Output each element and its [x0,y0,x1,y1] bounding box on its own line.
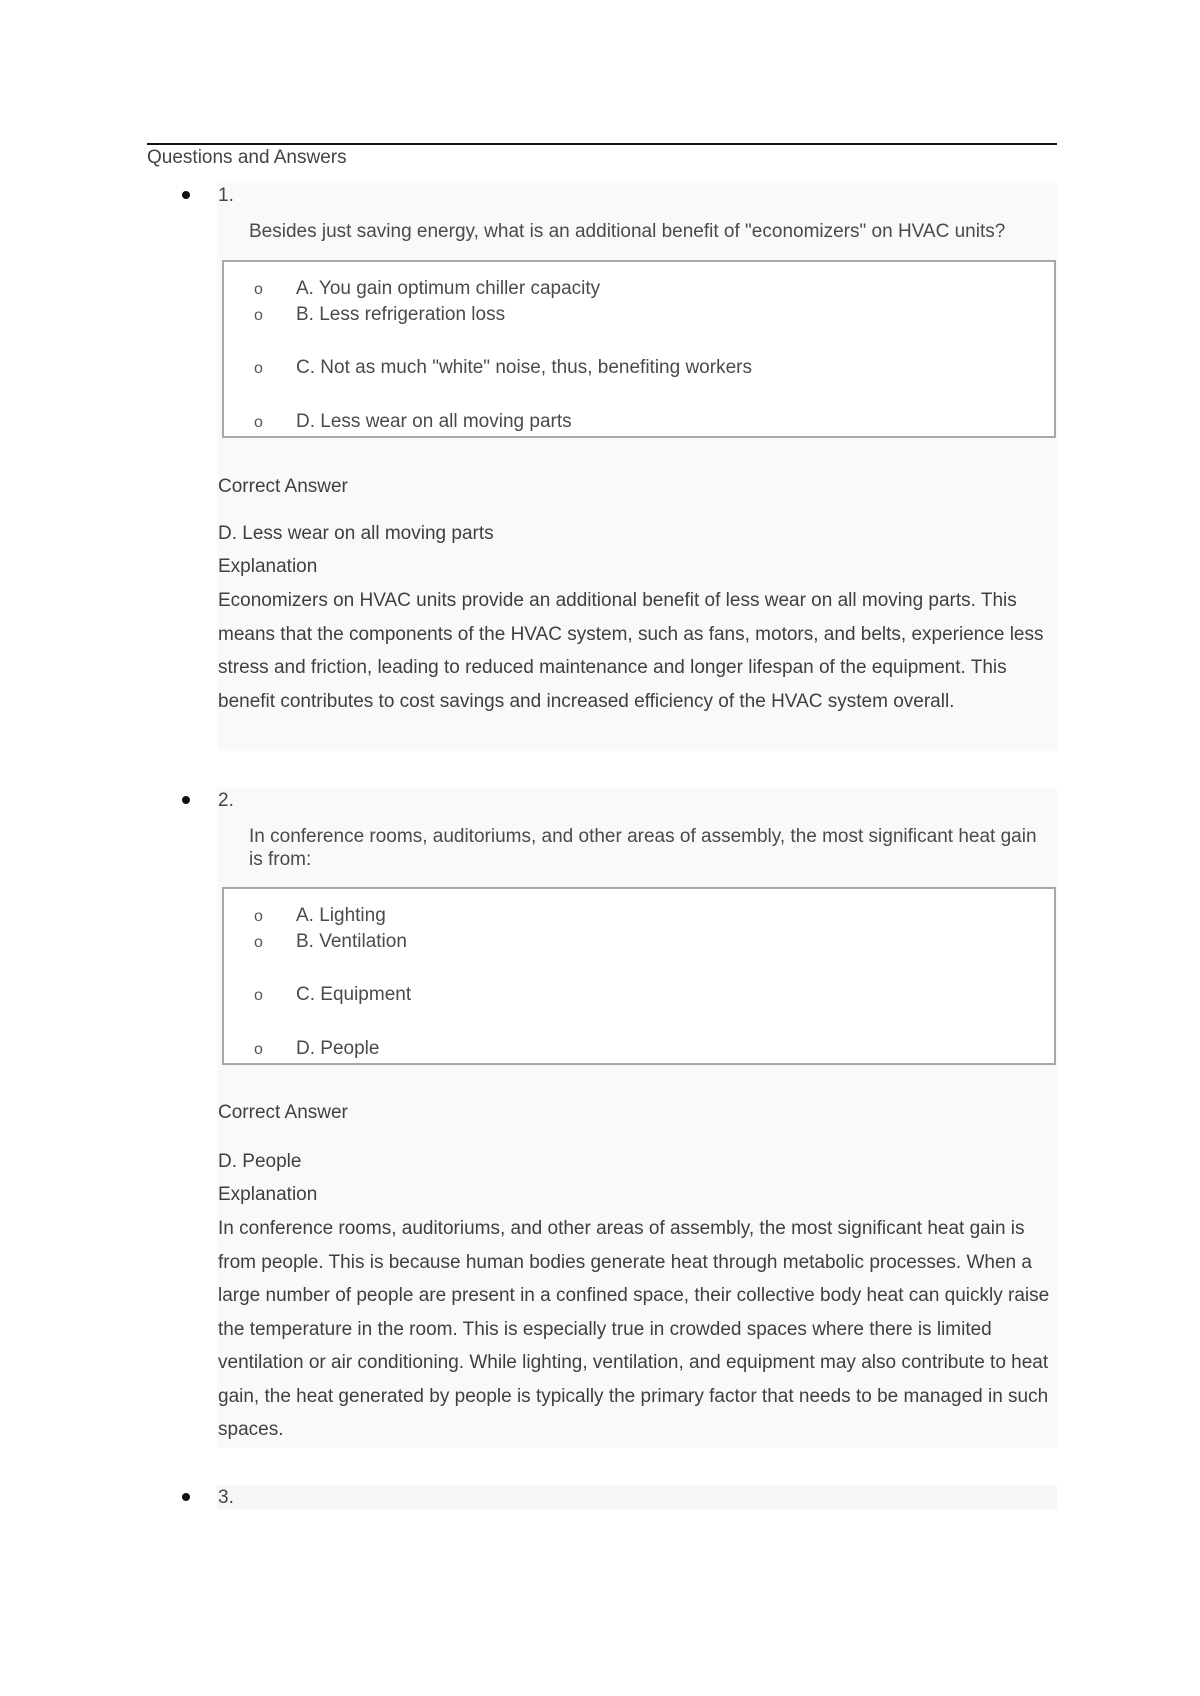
correct-answer-label: Correct Answer [218,1102,348,1123]
top-divider [147,143,1057,145]
option-label: B. Ventilation [296,931,407,952]
bullet-icon [182,796,190,804]
option-label: C. Equipment [296,984,412,1005]
option-marker: o [254,908,263,925]
options-box [222,887,1056,1065]
option-item[interactable] [254,303,505,327]
option-label: D. Less wear on all moving parts [296,411,572,432]
correct-answer: D. Less wear on all moving parts [218,523,494,544]
explanation-text: Economizers on HVAC units provide an additional benefit of less wear on all moving parts. This means that the components of the HVAC system, such as fans, motors, and belts, experience less stress and friction, leading to reduced maintenance and longer lifespan of the equipment. This benefit contributes to cost savings and increased efficiency of the HVAC system overall. [218,590,1044,712]
option-item[interactable] [254,930,407,954]
question-number: 1. [218,185,234,206]
option-marker: o [254,307,263,324]
question-number: 3. [218,1487,234,1508]
option-marker: o [254,281,263,298]
option-label: A. You gain optimum chiller capacity [296,278,601,299]
question-number: 2. [218,790,234,811]
question-text: In conference rooms, auditoriums, and other areas of assembly, the most significant heat gain is from: [249,826,1037,870]
question-block-3 [217,1485,1057,1509]
explanation-label: Explanation [218,556,318,577]
bullet-icon [182,191,190,199]
document-heading: Questions and Answers [147,147,347,168]
option-marker: o [254,934,263,951]
option-marker: o [254,987,263,1004]
option-item[interactable] [254,904,386,928]
option-item[interactable] [254,1037,379,1061]
correct-answer-label: Correct Answer [218,476,348,497]
option-item[interactable] [254,983,411,1007]
question-text: Besides just saving energy, what is an additional benefit of "economizers" on HVAC units? [249,221,1006,242]
option-item[interactable] [254,356,752,380]
option-label: A. Lighting [296,905,386,926]
explanation-label: Explanation [218,1184,318,1205]
explanation-text: In conference rooms, auditoriums, and other areas of assembly, the most significant heat gain is from people. This is because human bodies generate heat through metabolic processes. When a large number of people are present in a confined space, their collective body heat can quickly raise the temperature in the room. This is especially true in crowded spaces where there is limited ventilation or air conditioning. While lighting, ventilation, and equipment may also contribute to heat gain, the heat generated by people is typically the primary factor that needs to be managed in such spaces. [218,1218,1050,1440]
option-label: B. Less refrigeration loss [296,304,506,325]
option-marker: o [254,360,263,377]
option-label: C. Not as much "white" noise, thus, benefiting workers [296,357,752,378]
bullet-icon [182,1493,190,1501]
option-marker: o [254,1041,263,1058]
options-box [222,260,1056,438]
option-label: D. People [296,1038,380,1059]
option-item[interactable] [254,410,572,434]
option-item[interactable] [254,277,600,301]
correct-answer: D. People [218,1151,302,1172]
option-marker: o [254,414,263,431]
